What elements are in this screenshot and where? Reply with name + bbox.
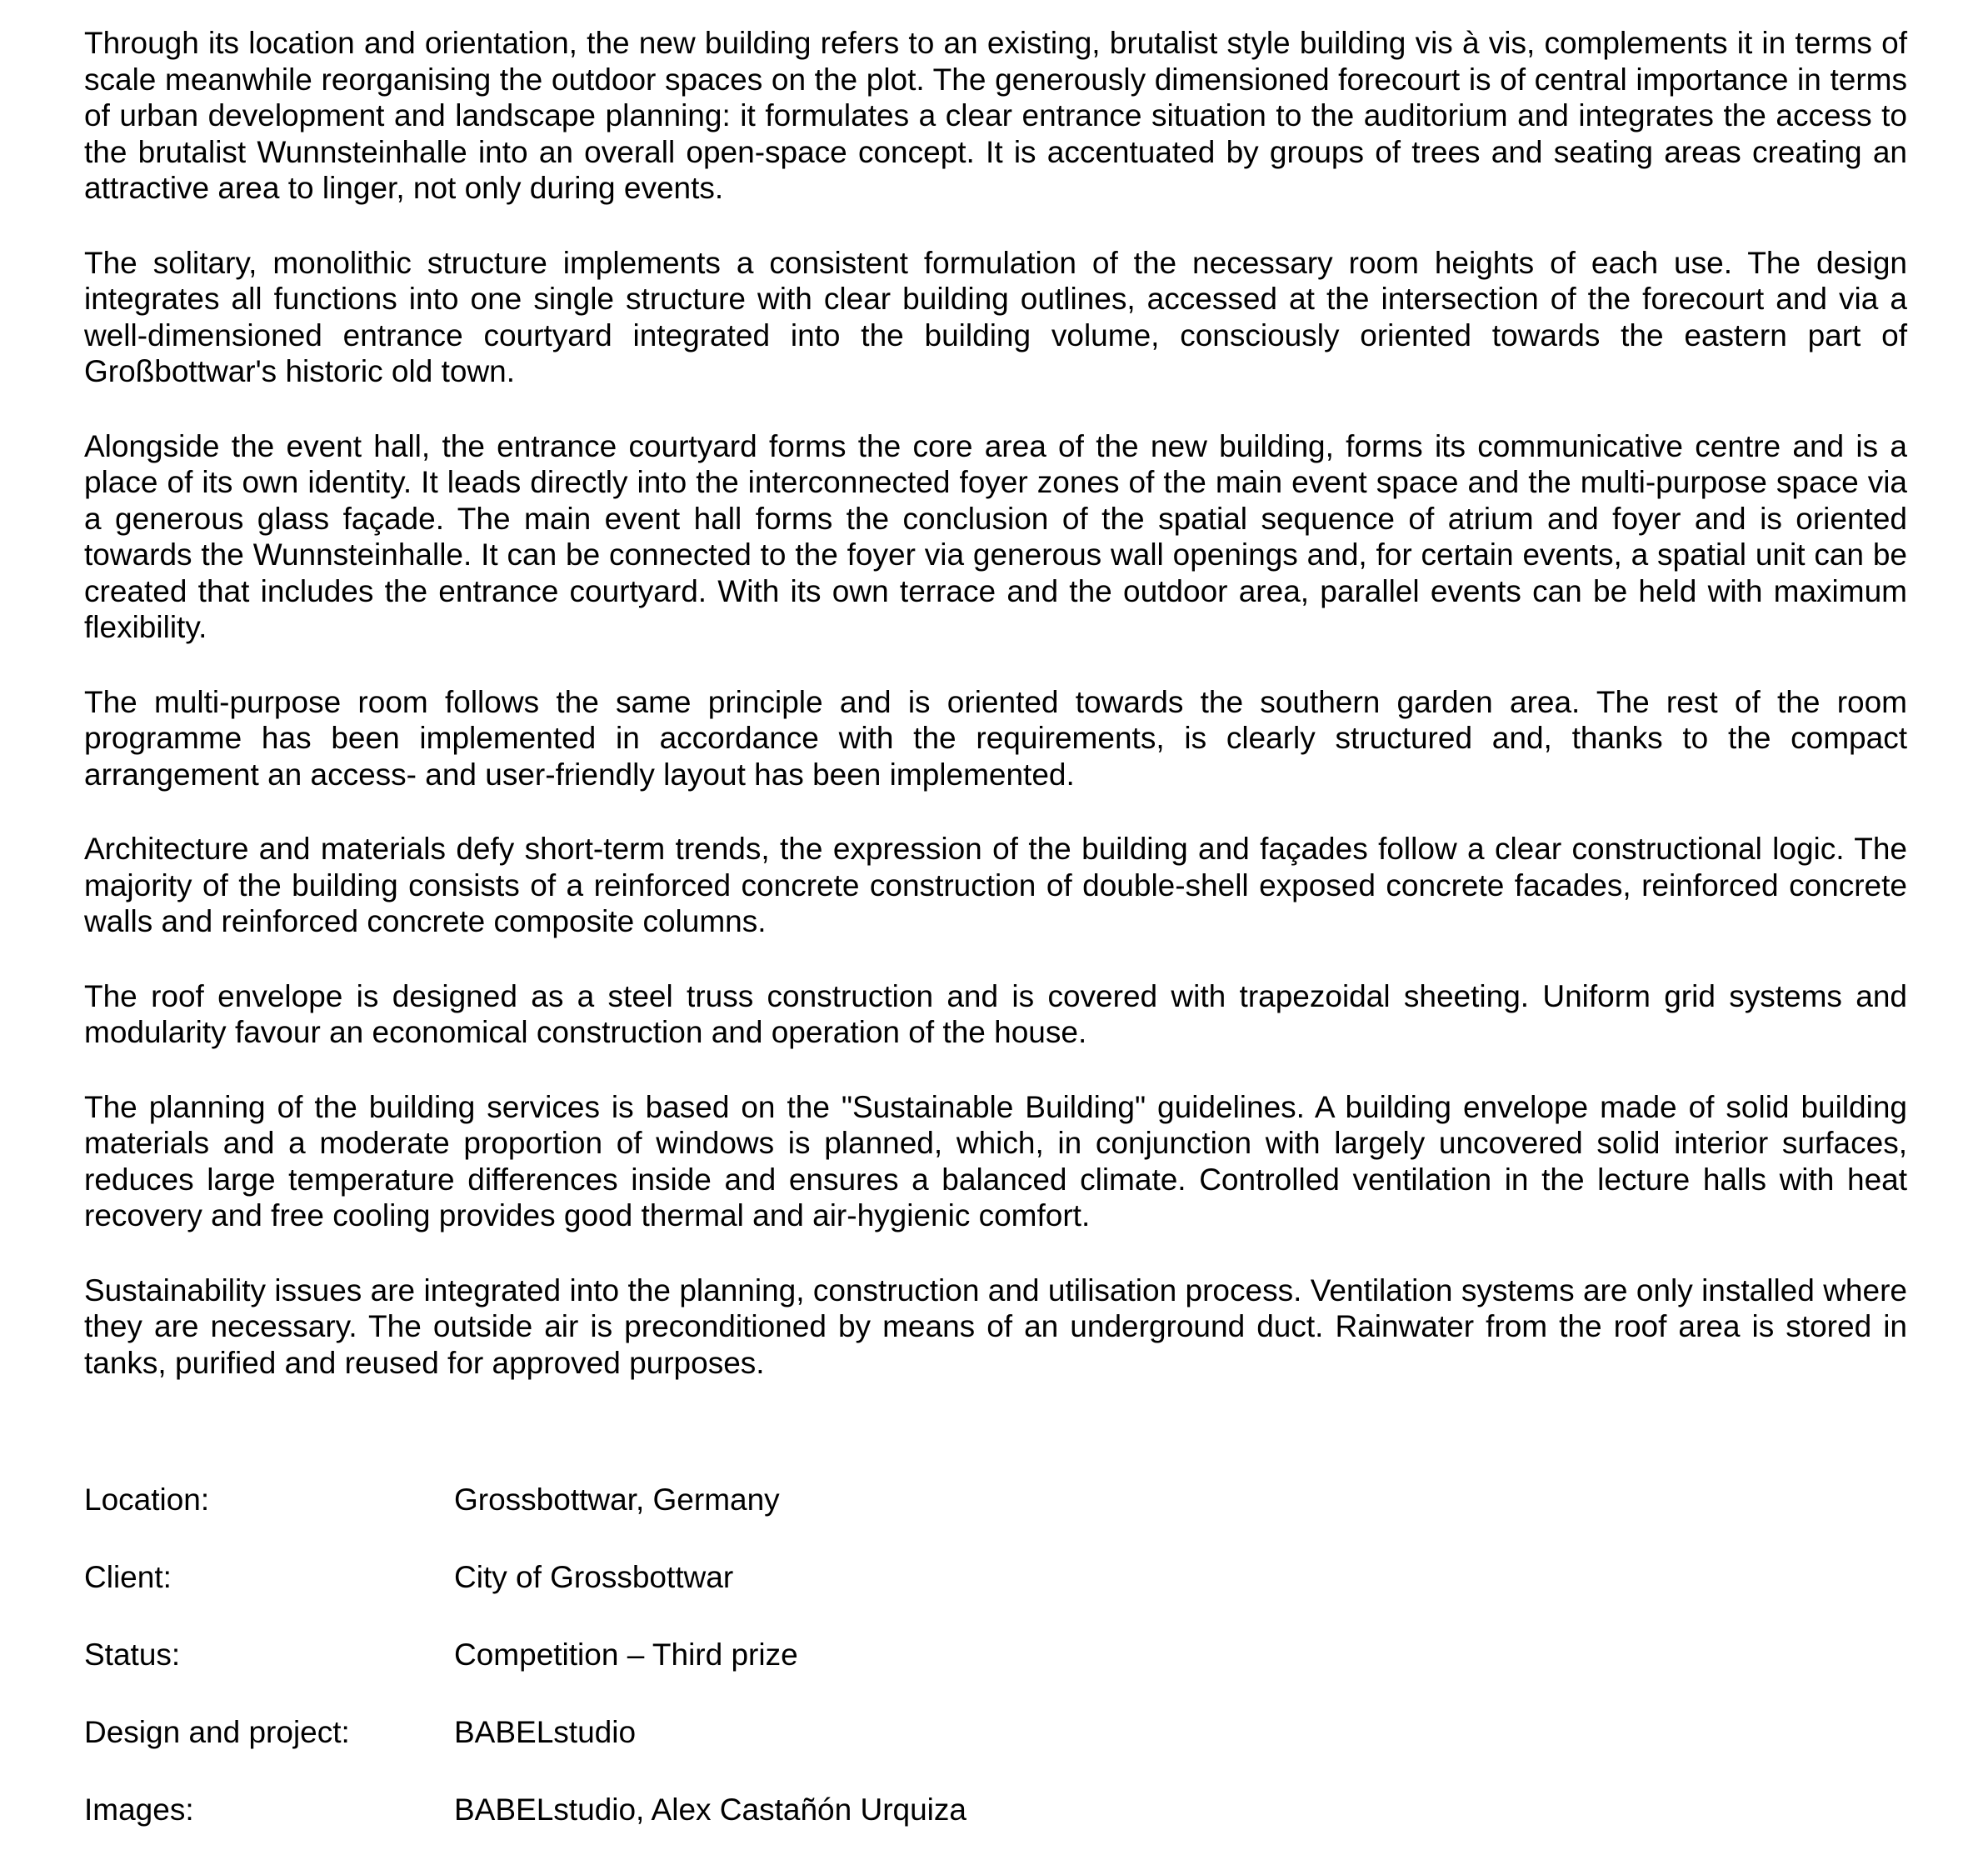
detail-row-client bbox=[84, 1559, 1251, 1637]
paragraph-sustainability: Sustainability issues are integrated into the planning, construction and utilisation process. Ventilation systems are only installed where they are necessary. The outside air is preconditioned by means of an underground duct. Rainwater from the roof area is stored in tanks, purified and reused for approved purposes. bbox=[84, 1272, 1907, 1380]
detail-row-images bbox=[84, 1792, 1251, 1869]
document-body bbox=[84, 25, 1907, 1381]
detail-value: Competition – Third prize bbox=[454, 1638, 798, 1672]
detail-row-location bbox=[84, 1482, 1251, 1559]
paragraph-building-services: The planning of the building services is based on the "Sustainable Building" guidelines. A building envelope made of solid building materials and a moderate proportion of windows is planned, which, in conjunction with largely uncovered solid interior surfaces, reduces large temperature differences inside and ensures a balanced climate. Controlled ventilation in the lecture halls with heat recovery and free cooling provides good thermal and air-hygienic comfort. bbox=[84, 1089, 1907, 1232]
paragraph-multi-purpose-room: The multi-purpose room follows the same principle and is oriented towards the southern garden area. The rest of the room programme has been implemented in accordance with the requirements, is clearly structured and, thanks to the compact arrangement an access- and user-friendly layout has been implemented. bbox=[84, 684, 1907, 792]
detail-value: Grossbottwar, Germany bbox=[454, 1482, 780, 1517]
project-details bbox=[84, 1482, 1251, 1869]
detail-label: Images: bbox=[84, 1792, 194, 1827]
detail-row-design bbox=[84, 1714, 1251, 1792]
detail-label: Design and project: bbox=[84, 1715, 350, 1749]
paragraph-roof-envelope: The roof envelope is designed as a steel truss construction and is covered with trapezoidal sheeting. Uniform grid systems and modularity favour an economical construction and operation of the house. bbox=[84, 978, 1907, 1049]
detail-label: Client: bbox=[84, 1560, 172, 1594]
paragraph-architecture-materials: Architecture and materials defy short-term trends, the expression of the building and façades follow a clear constructional logic. The majority of the building consists of a reinforced concrete construction of double-shell exposed concrete facades, reinforced concrete walls and reinforced concrete composite columns. bbox=[84, 832, 1907, 938]
detail-label: Status: bbox=[84, 1638, 181, 1672]
paragraph-entrance-courtyard: Alongside the event hall, the entrance courtyard forms the core area of the new building, forms its communicative centre and is a place of its own identity. It leads directly into the interconnected foyer zones of the main event space and the multi-purpose space via a generous glass façade. The main event hall forms the conclusion of the spatial sequence of atrium and foyer and is oriented towards the Wunnsteinhalle. It can be connected to the foyer via generous wall openings and, for certain events, a spatial unit can be created that includes the entrance courtyard. With its own terrace and the outdoor area, parallel events can be held with maximum flexibility. bbox=[84, 428, 1907, 644]
paragraph-structure: The solitary, monolithic structure implements a consistent formulation of the necessary room heights of each use. The design integrates all functions into one single structure with clear building outlines, accessed at the intersection of the forecourt and via a well-dimensioned entrance courtyard integrated into the building volume, consciously oriented towards the eastern part of Großbottwar's historic old town. bbox=[84, 245, 1907, 388]
detail-value: BABELstudio, Alex Castañón Urquiza bbox=[454, 1792, 967, 1827]
detail-label: Location: bbox=[84, 1482, 210, 1517]
paragraph-site-context: Through its location and orientation, the new building refers to an existing, brutalist style building vis à vis, complements it in terms of scale meanwhile reorganising the outdoor spaces on the plot. The generously dimensioned forecourt is of central importance in terms of urban development and landscape planning: it formulates a clear entrance situation to the auditorium and integrates the access to the brutalist Wunnsteinhalle into an overall open-space concept. It is accentuated by groups of trees and seating areas creating an attractive area to linger, not only during events. bbox=[84, 26, 1907, 205]
detail-row-status bbox=[84, 1637, 1251, 1714]
detail-value: City of Grossbottwar bbox=[454, 1560, 734, 1594]
detail-value: BABELstudio bbox=[454, 1715, 637, 1749]
